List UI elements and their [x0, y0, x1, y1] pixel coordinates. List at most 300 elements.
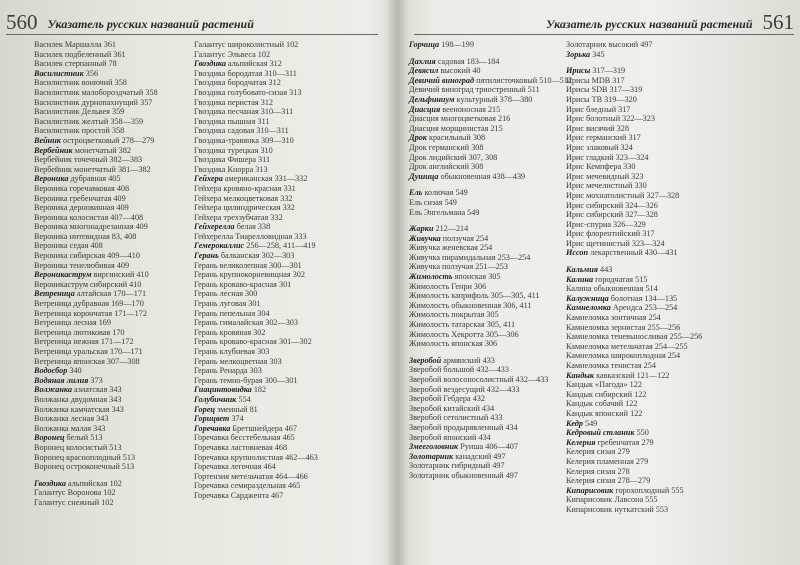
index-entry — [34, 385, 184, 395]
index-entry-text: монетчатый 382 — [72, 145, 131, 155]
index-entry — [34, 146, 184, 156]
index-entry — [409, 208, 557, 218]
index-entry-text: Герань пепельная 304 — [194, 308, 270, 318]
index-entry-text: Ветреница лютиковая 170 — [34, 327, 125, 337]
index-entry-text: Гвоздика бородчатая 312 — [194, 78, 281, 88]
index-entry — [409, 413, 557, 423]
index-entry — [34, 88, 184, 98]
index-entry-text: Зверобой сетолистный 433 — [409, 413, 503, 423]
index-entry — [566, 76, 788, 86]
index-entry-text: Галантус снежный 102 — [34, 497, 114, 507]
index-entry-text: Ирис-спуриа 326—329 — [566, 219, 646, 229]
index-entry-text: Жимолость Хекротта 305—306 — [409, 329, 519, 339]
index-entry — [34, 433, 184, 443]
index-entry-text: Золотарник обыкновенный 497 — [409, 470, 518, 480]
index-entry-text: Камнеломка зернистая 255—256 — [566, 322, 681, 332]
index-entry-text: Кандык японский 122 — [566, 408, 643, 418]
index-entry — [566, 162, 788, 172]
index-entry-text: Дрок английский 308 — [409, 162, 484, 172]
index-entry-text: Вероника нитевидная 83, 408 — [34, 231, 137, 241]
index-entry-text: Гвоздика бородатая 310—311 — [194, 68, 297, 78]
index-entry — [566, 476, 788, 486]
index-entry — [566, 275, 788, 285]
index-entry-genus: Вейник — [34, 135, 61, 145]
index-entry — [194, 357, 382, 367]
index-entry-genus: Гемерокаллис — [194, 241, 245, 251]
index-entry-text: армянский 433 — [441, 355, 495, 365]
index-entry — [566, 342, 788, 352]
index-entry — [566, 66, 788, 76]
index-entry-text: Ель сизая 549 — [409, 197, 457, 207]
index-entry — [34, 40, 184, 50]
index-entry-text: Вероникаструм сибирский 410 — [34, 279, 142, 289]
index-entry-genus: Ель — [409, 188, 423, 198]
index-entry-text: Ирис мохнатолистный 327—328 — [566, 190, 680, 200]
index-entry — [34, 165, 184, 175]
index-entry-genus: Гиацинтовидка — [194, 385, 252, 395]
index-entry — [34, 498, 184, 508]
index-entry — [194, 241, 382, 251]
index-entry-text: канадский 497 — [453, 451, 506, 461]
index-entry — [34, 203, 184, 213]
index-entry-text: Вероника сибирская 409—410 — [34, 251, 140, 261]
index-entry-text: Гвоздика песчаная 310—311 — [194, 107, 294, 117]
index-entry-text: Келерия сизая 279 — [566, 447, 630, 457]
index-entry-text: Вероника дерновинная 409 — [34, 203, 129, 213]
index-entry — [34, 194, 184, 204]
index-entry-genus: Вербейник — [34, 145, 73, 155]
index-entry — [194, 328, 382, 338]
index-entry — [566, 323, 788, 333]
index-entry-text: Зверобой вездесущий 432—433 — [409, 384, 520, 394]
index-entry — [409, 442, 557, 452]
index-entry — [566, 153, 788, 163]
index-entry-text: белая 338 — [234, 222, 271, 232]
index-entry — [34, 405, 184, 415]
index-entry-text: Келерия пламенная 279 — [566, 456, 649, 466]
index-entry — [409, 188, 557, 198]
index-spacer — [566, 59, 788, 66]
index-entry — [409, 253, 557, 263]
index-entry-text: красильный 308 — [426, 133, 486, 143]
index-entry — [566, 371, 788, 381]
index-column-2 — [194, 40, 382, 501]
index-entry-genus: Ирисы — [566, 66, 591, 76]
index-entry-text: Живучка пирамидальная 253—254 — [409, 252, 531, 262]
index-entry-text: Зверобой волосоносолистный 432—433 — [409, 375, 549, 384]
index-entry-text: Ирис злаковый 324 — [566, 142, 633, 152]
index-entry-text: 550 — [634, 428, 649, 438]
index-entry — [194, 184, 382, 194]
index-entry — [409, 95, 557, 105]
index-entry — [194, 472, 382, 482]
index-entry-text: колючая 549 — [422, 188, 468, 198]
index-entry-text: Воронец колосистый 513 — [34, 442, 122, 452]
index-entry-text: альпийская 312 — [225, 59, 282, 69]
index-entry-text: Зверобой большой 432—433 — [409, 365, 509, 375]
index-entry-text: Диасция морщинистая 215 — [409, 123, 503, 133]
index-entry-genus: Зверобой — [409, 355, 442, 365]
index-entry — [34, 126, 184, 136]
index-entry-genus: Кандык — [566, 370, 595, 380]
index-spacer — [409, 349, 557, 356]
index-entry — [566, 133, 788, 143]
index-entry-genus: Дрок — [409, 133, 427, 143]
index-entry — [566, 428, 788, 438]
index-entry-text: 212—214 — [433, 224, 469, 234]
index-entry-genus: Вероникаструм — [34, 270, 92, 280]
index-entry-text: 345 — [590, 49, 605, 59]
index-entry — [34, 155, 184, 165]
index-entry — [34, 251, 184, 261]
index-entry — [566, 351, 788, 361]
right-page-header — [414, 6, 794, 35]
index-entry — [194, 69, 382, 79]
index-entry-genus: Калина — [566, 274, 594, 284]
index-entry — [34, 337, 184, 347]
index-entry-text: горохоплодный 555 — [613, 485, 684, 495]
index-entry — [409, 471, 557, 481]
index-entry-text: высокий 40 — [438, 66, 481, 76]
index-entry-text: алтайская 170—171 — [74, 289, 147, 299]
index-entry-text: пятилисточковый 510—512 — [474, 75, 572, 85]
index-entry-text: Вероника многонадрезанная 409 — [34, 222, 148, 232]
index-entry — [409, 310, 557, 320]
index-entry-text: Золотарник гибридный 497 — [409, 461, 505, 471]
index-entry-text: Руиша 406—407 — [458, 442, 518, 452]
index-entry — [34, 488, 184, 498]
index-entry — [194, 453, 382, 463]
index-entry — [409, 40, 557, 50]
index-entry-text: Горечавка Сарджента 467 — [194, 490, 284, 500]
index-entry-text: Жимолость обыкновенная 306, 411 — [409, 300, 532, 310]
index-entry — [566, 419, 788, 429]
index-entry-text: Воронец остроконечный 513 — [34, 462, 135, 472]
index-entry — [566, 95, 788, 105]
index-entry-text: Кандык собачий 122 — [566, 399, 638, 409]
index-entry — [34, 174, 184, 184]
index-entry — [194, 270, 382, 280]
index-entry-genus: Душица — [409, 171, 439, 181]
index-entry — [34, 222, 184, 232]
index-entry-text: Гвоздика-травянка 309—310 — [194, 135, 294, 145]
index-entry — [34, 117, 184, 127]
index-entry — [34, 366, 184, 376]
index-entry-text: Ирисы SDB 317—319 — [566, 85, 643, 95]
index-entry — [34, 261, 184, 271]
index-entry-text: Ветреница японская 307—308 — [34, 356, 140, 366]
index-entry — [566, 332, 788, 342]
index-entry-text: Калина обыкновенная 514 — [566, 284, 658, 294]
index-entry-text: Жимолость покрытая 305 — [409, 310, 499, 320]
index-entry — [34, 376, 184, 386]
index-entry — [409, 85, 557, 95]
index-entry-text: Вероника тенелюбивая 409 — [34, 260, 130, 270]
index-entry-text: Василек подбеленный 361 — [34, 49, 126, 59]
index-entry-text: Ирис щетинистый 323—324 — [566, 238, 665, 248]
index-entry — [194, 40, 382, 50]
index-entry — [566, 239, 788, 249]
index-entry-text: Зверобой продырявленный 434 — [409, 422, 518, 432]
index-entry-text: болотная 134—135 — [608, 293, 678, 303]
index-entry — [566, 248, 788, 258]
index-entry — [194, 59, 382, 69]
index-entry-text: американская 331—332 — [222, 174, 308, 184]
index-entry — [194, 126, 382, 136]
index-entry — [409, 262, 557, 272]
index-entry-text: Василек Маршалла 361 — [34, 40, 117, 49]
index-entry-text: Камнеломка метельчатая 254—255 — [566, 341, 688, 351]
index-entry-text: Золотарник высокий 497 — [566, 40, 653, 49]
index-entry-text: Камнеломка теневыносливая 255—256 — [566, 332, 703, 342]
index-entry-text: Камнеломка широкоплодная 254 — [566, 351, 681, 361]
index-entry — [409, 320, 557, 330]
index-entry — [194, 385, 382, 395]
index-entry-genus: Жарки — [409, 224, 434, 234]
index-entry — [566, 40, 788, 50]
index-entry-text: Ирис Кемпфера 330 — [566, 162, 636, 172]
index-entry — [566, 390, 788, 400]
index-entry-genus: Горчица — [409, 40, 440, 49]
index-entry — [34, 309, 184, 319]
index-entry — [566, 191, 788, 201]
index-entry — [409, 234, 557, 244]
index-entry — [194, 107, 382, 117]
index-entry-text: Дрок лидийский 307, 308 — [409, 152, 498, 162]
index-entry — [409, 162, 557, 172]
index-entry-genus: Калужница — [566, 293, 609, 303]
index-entry-text: Зверобой китайский 434 — [409, 403, 495, 413]
index-entry — [194, 491, 382, 501]
index-entry-genus: Гвоздика — [34, 478, 66, 488]
index-entry-genus: Волжанка — [34, 385, 72, 395]
index-entry-text: Живучка ползучая 251—253 — [409, 262, 508, 272]
index-entry-text: Ирис висячий 328 — [566, 123, 629, 133]
index-entry — [194, 146, 382, 156]
index-entry-genus: Василистник — [34, 68, 84, 78]
index-entry — [566, 105, 788, 115]
index-entry-text: дубравная 405 — [68, 174, 121, 184]
index-entry-text: азиатская 343 — [71, 385, 122, 395]
index-entry — [566, 361, 788, 371]
index-entry-genus: Келерия — [566, 437, 596, 447]
index-entry — [566, 457, 788, 467]
index-entry-genus: Дельфиниум — [409, 94, 455, 104]
index-entry-text: Кандык сибирский 122 — [566, 389, 647, 399]
index-entry — [194, 50, 382, 60]
index-entry — [34, 299, 184, 309]
index-entry — [34, 347, 184, 357]
index-entry — [566, 220, 788, 230]
index-entry — [409, 394, 557, 404]
index-entry — [34, 462, 184, 472]
index-entry-text: Василистник Дельвея 359 — [34, 107, 125, 117]
index-entry — [194, 481, 382, 491]
index-entry — [34, 184, 184, 194]
index-entry-text: Галантус широколистный 102 — [194, 40, 299, 49]
index-entry-genus: Водяная лилия — [34, 375, 89, 385]
index-entry — [34, 453, 184, 463]
index-entry-text: Кандык «Пагода» 122 — [566, 380, 642, 390]
index-entry-text: Камнеломка тенистая 254 — [566, 361, 656, 370]
index-entry — [409, 461, 557, 471]
index-entry-text: Галантус Эльвеса 102 — [194, 49, 271, 59]
index-entry — [194, 174, 382, 184]
index-entry-text: городчатая 515 — [593, 274, 648, 284]
index-entry-text: культурный 378—380 — [454, 94, 533, 104]
index-entry-text: Зверобой японский 434 — [409, 432, 491, 442]
left-page-number: 560 — [6, 10, 38, 34]
index-entry-text: Герань гималайская 302—303 — [194, 318, 298, 328]
index-entry — [409, 291, 557, 301]
index-entry — [194, 376, 382, 386]
index-entry-genus: Кедровый стланик — [566, 428, 635, 438]
index-entry — [566, 50, 788, 60]
index-entry-text: Ирис бледный 317 — [566, 104, 631, 114]
index-entry — [194, 136, 382, 146]
index-entry — [409, 433, 557, 443]
index-entry-text: Герань крупнокорневищная 302 — [194, 270, 305, 280]
index-entry-text: Вербейник монетчатый 381—382 — [34, 164, 151, 174]
index-entry-genus: Горицвет — [194, 414, 230, 424]
index-entry-text: Гейхерелла Тиарелловидная 333 — [194, 231, 307, 241]
index-entry-genus: Камнеломка — [566, 303, 611, 313]
index-entry — [409, 114, 557, 124]
right-page-number: 561 — [762, 10, 794, 34]
index-entry — [194, 78, 382, 88]
index-entry-text: ползучая 254 — [440, 233, 489, 243]
index-entry — [194, 165, 382, 175]
index-entry-text: Ирис сибирский 324—326 — [566, 200, 658, 210]
index-entry — [194, 414, 382, 424]
index-entry-text: Волжанка камчатская 343 — [34, 404, 124, 414]
index-entry-text: Ирис мечелистный 330 — [566, 181, 647, 191]
index-entry-text: Ирис гладкий 323—324 — [566, 152, 649, 162]
index-entry-text: Василистник желтый 358—359 — [34, 116, 144, 126]
index-entry-text: Горечавка семираздельная 465 — [194, 481, 301, 491]
index-entry-text: японская 305 — [452, 272, 501, 282]
index-entry — [409, 133, 557, 143]
index-entry-text: Бретшнейдера 467 — [230, 423, 297, 433]
index-entry — [34, 213, 184, 223]
index-spacer — [409, 217, 557, 224]
index-entry-text: Гвоздика Фишера 311 — [194, 155, 271, 165]
index-entry-text: Девичий виноград триостренный 511 — [409, 85, 540, 95]
index-entry — [409, 330, 557, 340]
index-entry — [34, 136, 184, 146]
index-entry — [409, 423, 557, 433]
index-entry-text: альпийская 102 — [65, 478, 122, 488]
index-entry — [566, 201, 788, 211]
index-entry — [409, 301, 557, 311]
index-entry-genus: Ветреница — [34, 289, 75, 299]
index-entry — [34, 395, 184, 405]
index-entry-text: Живучка женевская 254 — [409, 243, 493, 253]
index-entry-text: Волжанка лесная 343 — [34, 414, 109, 424]
index-entry-text: Ирис флорентийский 317 — [566, 229, 655, 239]
index-entry-text: Дрок германский 308 — [409, 142, 484, 152]
index-column-1 — [34, 40, 184, 508]
index-entry-text: 374 — [229, 414, 244, 424]
index-entry — [566, 447, 788, 457]
index-entry — [409, 143, 557, 153]
index-entry — [194, 289, 382, 299]
index-entry-text: Герань великолепная 300—301 — [194, 260, 302, 270]
index-entry-text: Гвоздика турецкая 310 — [194, 145, 273, 155]
index-entry — [194, 194, 382, 204]
index-entry-genus: Голубичник — [194, 394, 237, 404]
index-entry-text: Ирисы МDB 317 — [566, 75, 625, 85]
index-entry-text: 340 — [67, 366, 82, 376]
index-entry-text: Жимолость каприфоль 305—305, 411 — [409, 291, 540, 301]
index-entry-text: Зверобой Гебдера 432 — [409, 394, 485, 404]
index-entry-text: Василистник вонючий 358 — [34, 78, 127, 88]
index-entry — [566, 303, 788, 313]
index-entry — [194, 405, 382, 415]
index-entry-text: Келерия сизая 278 — [566, 466, 630, 476]
index-entry-text: Герань клубневая 303 — [194, 347, 270, 356]
index-column-4 — [566, 40, 788, 515]
index-entry-text: Гвоздика голубовато-сизая 313 — [194, 87, 302, 97]
index-entry — [409, 105, 557, 115]
index-entry-text: Василистник малобороздчатый 358 — [34, 87, 158, 97]
index-entry-text: 256—258, 411—419 — [244, 241, 316, 251]
index-entry — [566, 495, 788, 505]
index-entry-genus: Гвоздика — [194, 59, 226, 69]
index-entry-genus: Девясил — [409, 66, 439, 76]
index-entry-text: Гейхера кровяно-красная 331 — [194, 183, 296, 193]
index-spacer — [34, 472, 184, 479]
index-entry-text: Ветреница лесная 169 — [34, 318, 111, 328]
index-entry-text: 182 — [251, 385, 267, 395]
index-entry-text: Герань лесная 300 — [194, 289, 258, 299]
index-entry — [34, 414, 184, 424]
index-entry — [566, 467, 788, 477]
index-entry-text: Гортензия метельчатая 464—466 — [194, 471, 308, 481]
index-entry-text: Арендса 253—254 — [610, 303, 678, 313]
index-entry — [566, 265, 788, 275]
index-entry-text: Камнеломка зонтичная 254 — [566, 313, 661, 323]
index-entry-text: Герань кроваво-красная 301—302 — [194, 337, 312, 347]
index-entry-text: Вербейник точечный 382—383 — [34, 155, 143, 165]
index-entry — [409, 339, 557, 349]
index-entry-text: Гейхера цилиндрическая 332 — [194, 203, 295, 213]
index-entry-text: змеиный 81 — [214, 404, 258, 414]
index-entry — [409, 153, 557, 163]
index-entry-text: Василистник простой 358 — [34, 126, 125, 136]
index-entry — [566, 181, 788, 191]
index-entry-text: Герань Ренарда 303 — [194, 366, 262, 376]
index-entry-genus: Гейхера — [194, 174, 223, 184]
index-entry — [409, 66, 557, 76]
index-entry-text: Жимолость Генри 306 — [409, 281, 487, 291]
index-entry — [194, 280, 382, 290]
index-entry-text: белый 513 — [64, 433, 103, 443]
index-entry-genus: Зорька — [566, 49, 591, 59]
index-entry — [34, 479, 184, 489]
index-entry — [34, 424, 184, 434]
index-entry-text: Горечавка ластовневая 468 — [194, 442, 288, 452]
index-entry — [34, 289, 184, 299]
index-entry — [566, 399, 788, 409]
index-entry — [566, 210, 788, 220]
index-entry — [194, 203, 382, 213]
index-entry-text: Ветреница нежная 171—172 — [34, 337, 134, 347]
index-column-3 — [409, 40, 572, 481]
index-entry — [409, 243, 557, 253]
index-entry-text: Герань темно-бурая 300—301 — [194, 375, 298, 385]
index-entry-text: Василистник дурнопахнущий 357 — [34, 97, 153, 107]
